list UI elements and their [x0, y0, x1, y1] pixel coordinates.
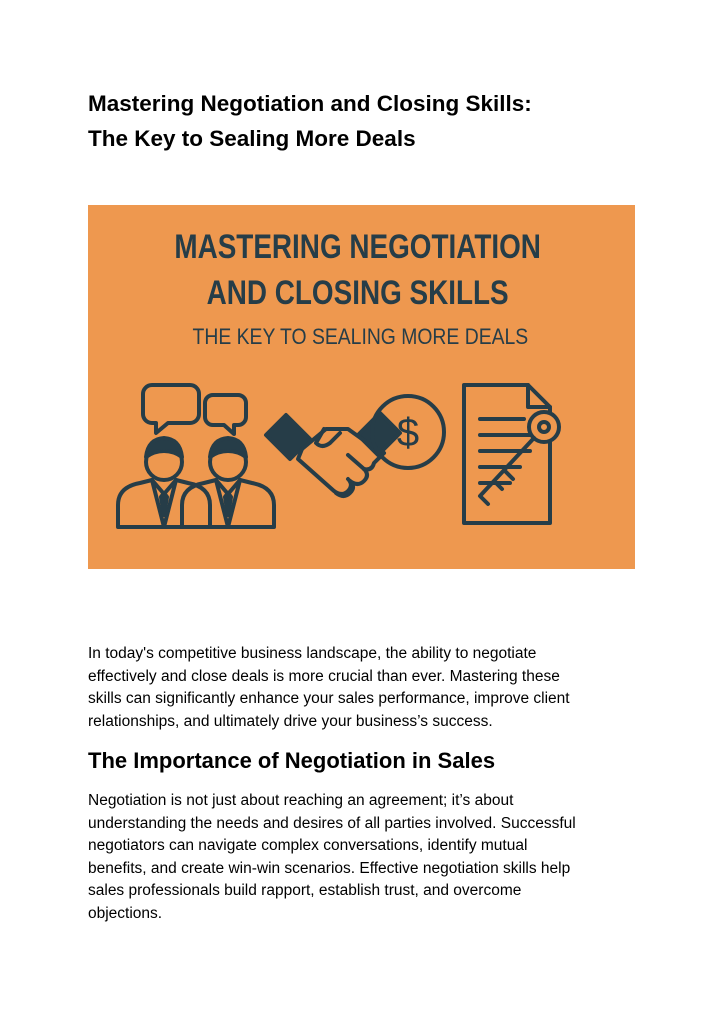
speech-bubble-icon	[205, 395, 246, 434]
section-line: benefits, and create win-win scenarios. Effective negotiation skills help	[88, 859, 571, 877]
intro-line: relationships, and ultimately drive your business’s success.	[88, 712, 493, 730]
intro-line: skills can significantly enhance your sales performance, improve client	[88, 690, 570, 708]
intro-line: In today's competitive business landscape, the ability to negotiate	[88, 645, 537, 662]
key-icon	[480, 412, 559, 504]
section-line: objections.	[88, 904, 163, 922]
hero-heading-line-1: MASTERING NEGOTIATION	[174, 228, 541, 266]
hero-heading-line-2: AND CLOSING SKILLS	[206, 274, 509, 312]
speech-bubble-icon	[143, 385, 199, 433]
dollar-sign: $	[396, 411, 420, 455]
document-icon	[464, 385, 550, 523]
section-line: understanding the needs and desires of all parties involved. Successful	[88, 814, 576, 832]
section-heading: The Importance of Negotiation in Sales	[88, 748, 496, 773]
hero-subheading: THE KEY TO SEALING MORE DEALS	[192, 324, 529, 349]
businessman-icon	[118, 438, 210, 527]
section-line: sales professionals build rapport, establish trust, and overcome	[88, 882, 522, 900]
page-title-line-2: The Key to Sealing More Deals	[88, 126, 416, 151]
intro-paragraph	[88, 643, 648, 733]
intro-line: effectively and close deals is more crucial than ever. Mastering these	[88, 667, 560, 685]
page-title	[88, 86, 648, 156]
businessman-icon	[182, 438, 274, 527]
section-paragraph	[88, 790, 648, 926]
section-line: Negotiation is not just about reaching an agreement; it’s about	[88, 792, 514, 809]
section-line: negotiators can navigate complex conversations, identify mutual	[88, 837, 528, 855]
page-title-line-1: Mastering Negotiation and Closing Skills:	[88, 91, 532, 116]
